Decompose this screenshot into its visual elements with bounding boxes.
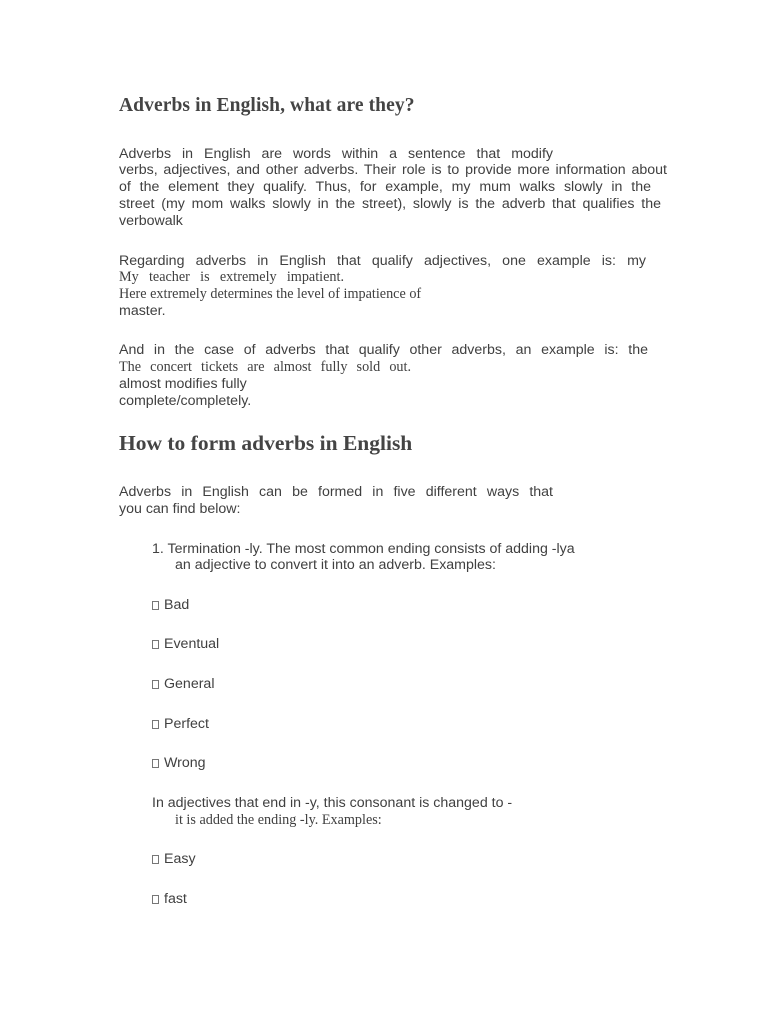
paragraph-line: verbs, adjectives, and other adverbs. Their role is to provide more information about <box>119 162 667 178</box>
paragraph-line: almost modifies fully <box>119 376 247 392</box>
list-item: Bad <box>152 597 189 613</box>
paragraph-line: In adjectives that end in -y, this consonant is changed to - <box>152 795 513 811</box>
list-item: Eventual <box>152 636 219 652</box>
bullet-box-icon <box>152 895 159 904</box>
bullet-box-icon <box>152 680 159 689</box>
paragraph-line: it is added the ending -ly. Examples: <box>175 812 382 828</box>
bullet-box-icon <box>152 759 159 768</box>
list-item: Perfect <box>152 716 209 732</box>
paragraph-line: verbowalk <box>119 213 183 229</box>
bullet-box-icon <box>152 601 159 610</box>
section-heading: How to form adverbs in English <box>119 431 413 455</box>
bullet-box-icon <box>152 720 159 729</box>
bullet-box-icon <box>152 640 159 649</box>
paragraph-line: master. <box>119 303 166 319</box>
paragraph-line: Adverbs in English can be formed in five different ways that <box>119 484 553 500</box>
paragraph-line: of the element they qualify. Thus, for example, my mum walks slowly in the <box>119 179 651 195</box>
list-item: fast <box>152 891 187 907</box>
list-item: General <box>152 676 214 692</box>
paragraph-line: And in the case of adverbs that qualify other adverbs, an example is: the <box>119 342 648 358</box>
page-title: Adverbs in English, what are they? <box>119 95 415 116</box>
numbered-item: 1. Termination -ly. The most common ending consists of adding -lya <box>152 541 575 557</box>
paragraph-line: Adverbs in English are words within a sentence that modify <box>119 146 553 162</box>
paragraph-line: Here extremely determines the level of impatience of <box>119 286 422 302</box>
bullet-box-icon <box>152 855 159 864</box>
paragraph-line: Regarding adverbs in English that qualify adjectives, one example is: my <box>119 253 646 269</box>
paragraph-line: complete/completely. <box>119 393 252 409</box>
example-sentence: The concert tickets are almost fully sold out. <box>119 359 411 375</box>
paragraph-line: street (my mom walks slowly in the street), slowly is the adverb that qualifies the <box>119 196 661 212</box>
paragraph-line: you can find below: <box>119 501 241 517</box>
list-item: Wrong <box>152 755 206 771</box>
list-item: Easy <box>152 851 196 867</box>
numbered-item-continuation: an adjective to convert it into an adverb. Examples: <box>175 557 496 573</box>
example-sentence: My teacher is extremely impatient. <box>119 269 344 285</box>
